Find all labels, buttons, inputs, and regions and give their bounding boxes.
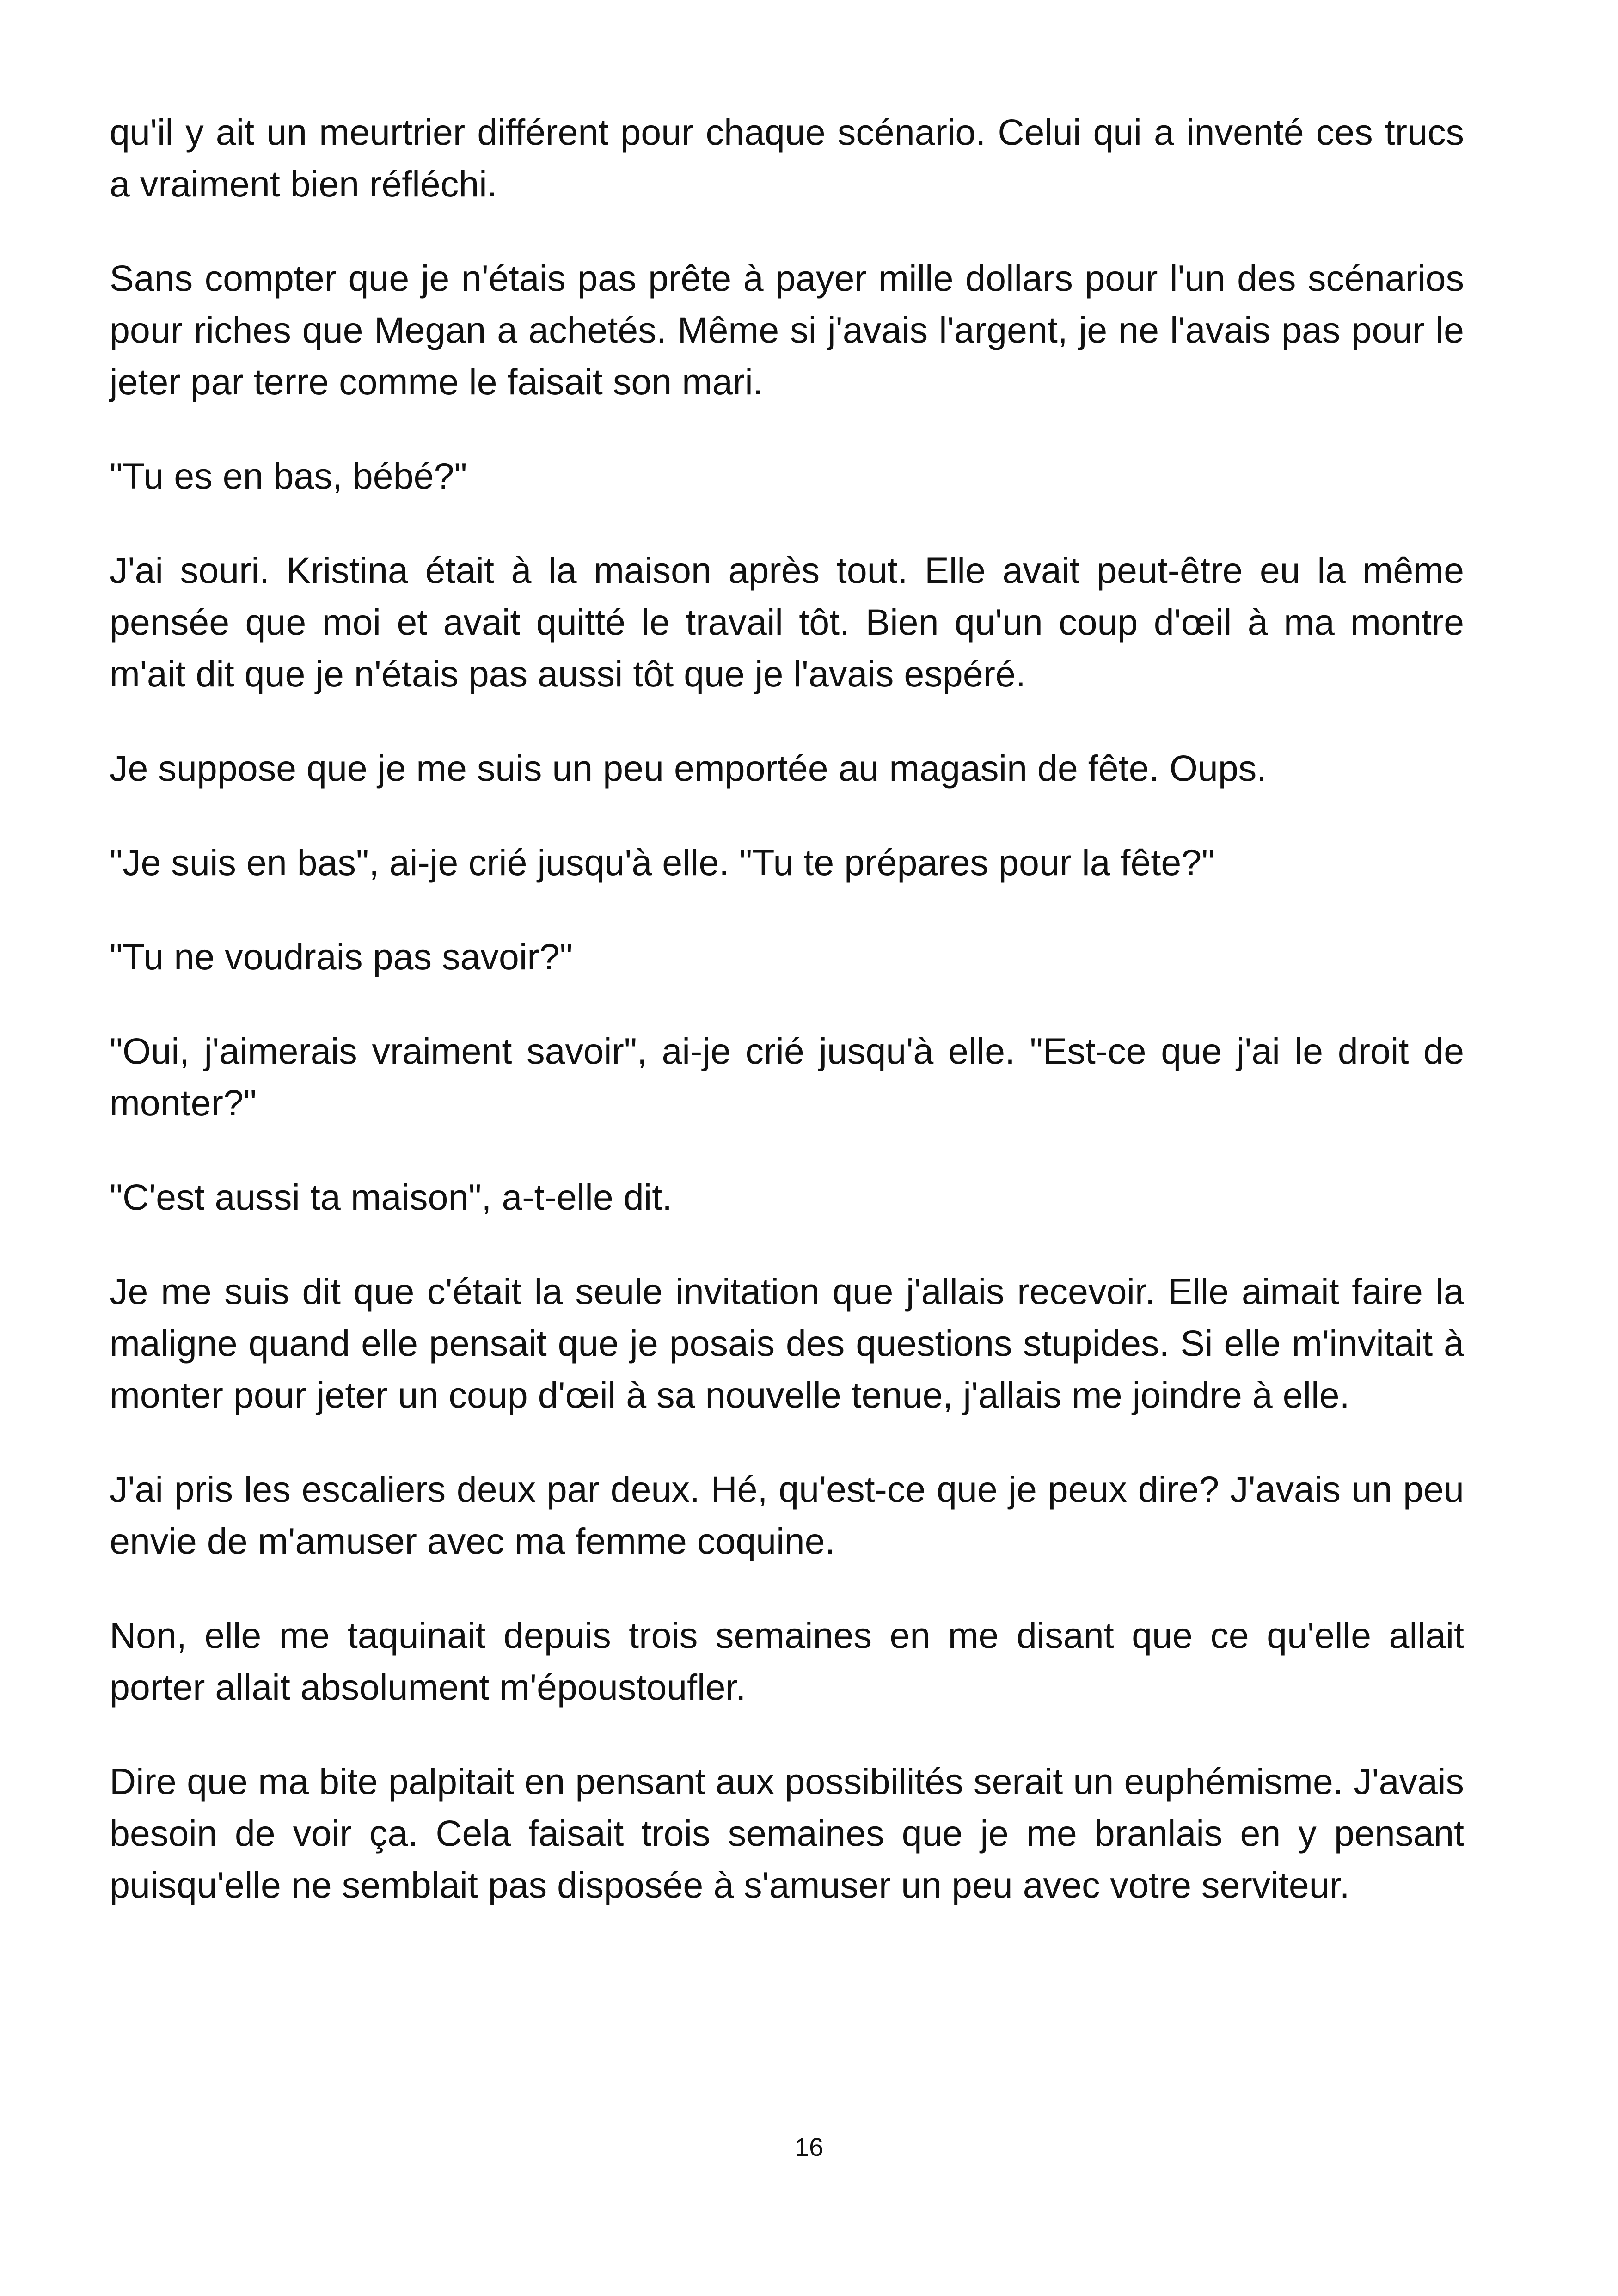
paragraph-2: Sans compter que je n'étais pas prête à payer mille dollars pour l'un des scénarios pour riches que Megan a achetés. Même si j'avais l'argent, je ne l'avais pas pour le jeter par terre comme le faisait son mari.: [110, 257, 1464, 402]
text-body: [110, 106, 1464, 1911]
paragraph-13: Dire que ma bite palpitait en pensant aux possibilités serait un euphémisme. J'avais besoin de voir ça. Cela faisait trois semaines que je me branlais en y pensant puisqu'elle ne semblait pas disposée à s'amuser un peu avec votre serviteur.: [110, 1761, 1464, 1905]
page-number: 16: [794, 2132, 824, 2161]
paragraph-1: qu'il y ait un meurtrier différent pour chaque scénario. Celui qui a inventé ces trucs a vraiment bien réfléchi.: [110, 111, 1464, 204]
paragraph-5: Je suppose que je me suis un peu emportée au magasin de fête. Oups.: [110, 747, 1267, 789]
paragraph-11: J'ai pris les escaliers deux par deux. Hé, qu'est-ce que je peux dire? J'avais un peu envie de m'amuser avec ma femme coquine.: [110, 1469, 1464, 1561]
paragraph-9: "C'est aussi ta maison", a-t-elle dit.: [110, 1176, 673, 1218]
paragraph-3: "Tu es en bas, bébé?": [110, 455, 467, 496]
paragraph-8: "Oui, j'aimerais vraiment savoir", ai-je crié jusqu'à elle. "Est-ce que j'ai le droit de monter?": [110, 1030, 1464, 1123]
paragraph-6: "Je suis en bas", ai-je crié jusqu'à elle. "Tu te prépares pour la fête?": [110, 842, 1215, 883]
paragraph-10: Je me suis dit que c'était la seule invitation que j'allais recevoir. Elle aimait faire la maligne quand elle pensait que je posais des questions stupides. Si elle m'invitait à monter pour jeter un coup d'œil à sa nouvelle tenue, j'allais me joindre à elle.: [110, 1271, 1464, 1415]
paragraph-7: "Tu ne voudrais pas savoir?": [110, 936, 573, 977]
paragraph-12: Non, elle me taquinait depuis trois semaines en me disant que ce qu'elle allait porter allait absolument m'époustoufler.: [110, 1615, 1464, 1708]
paragraph-4: J'ai souri. Kristina était à la maison après tout. Elle avait peut-être eu la même pensée que moi et avait quitté le travail tôt. Bien qu'un coup d'œil à ma montre m'ait dit que je n'étais pas aussi tôt que je l'avais espéré.: [110, 550, 1464, 694]
